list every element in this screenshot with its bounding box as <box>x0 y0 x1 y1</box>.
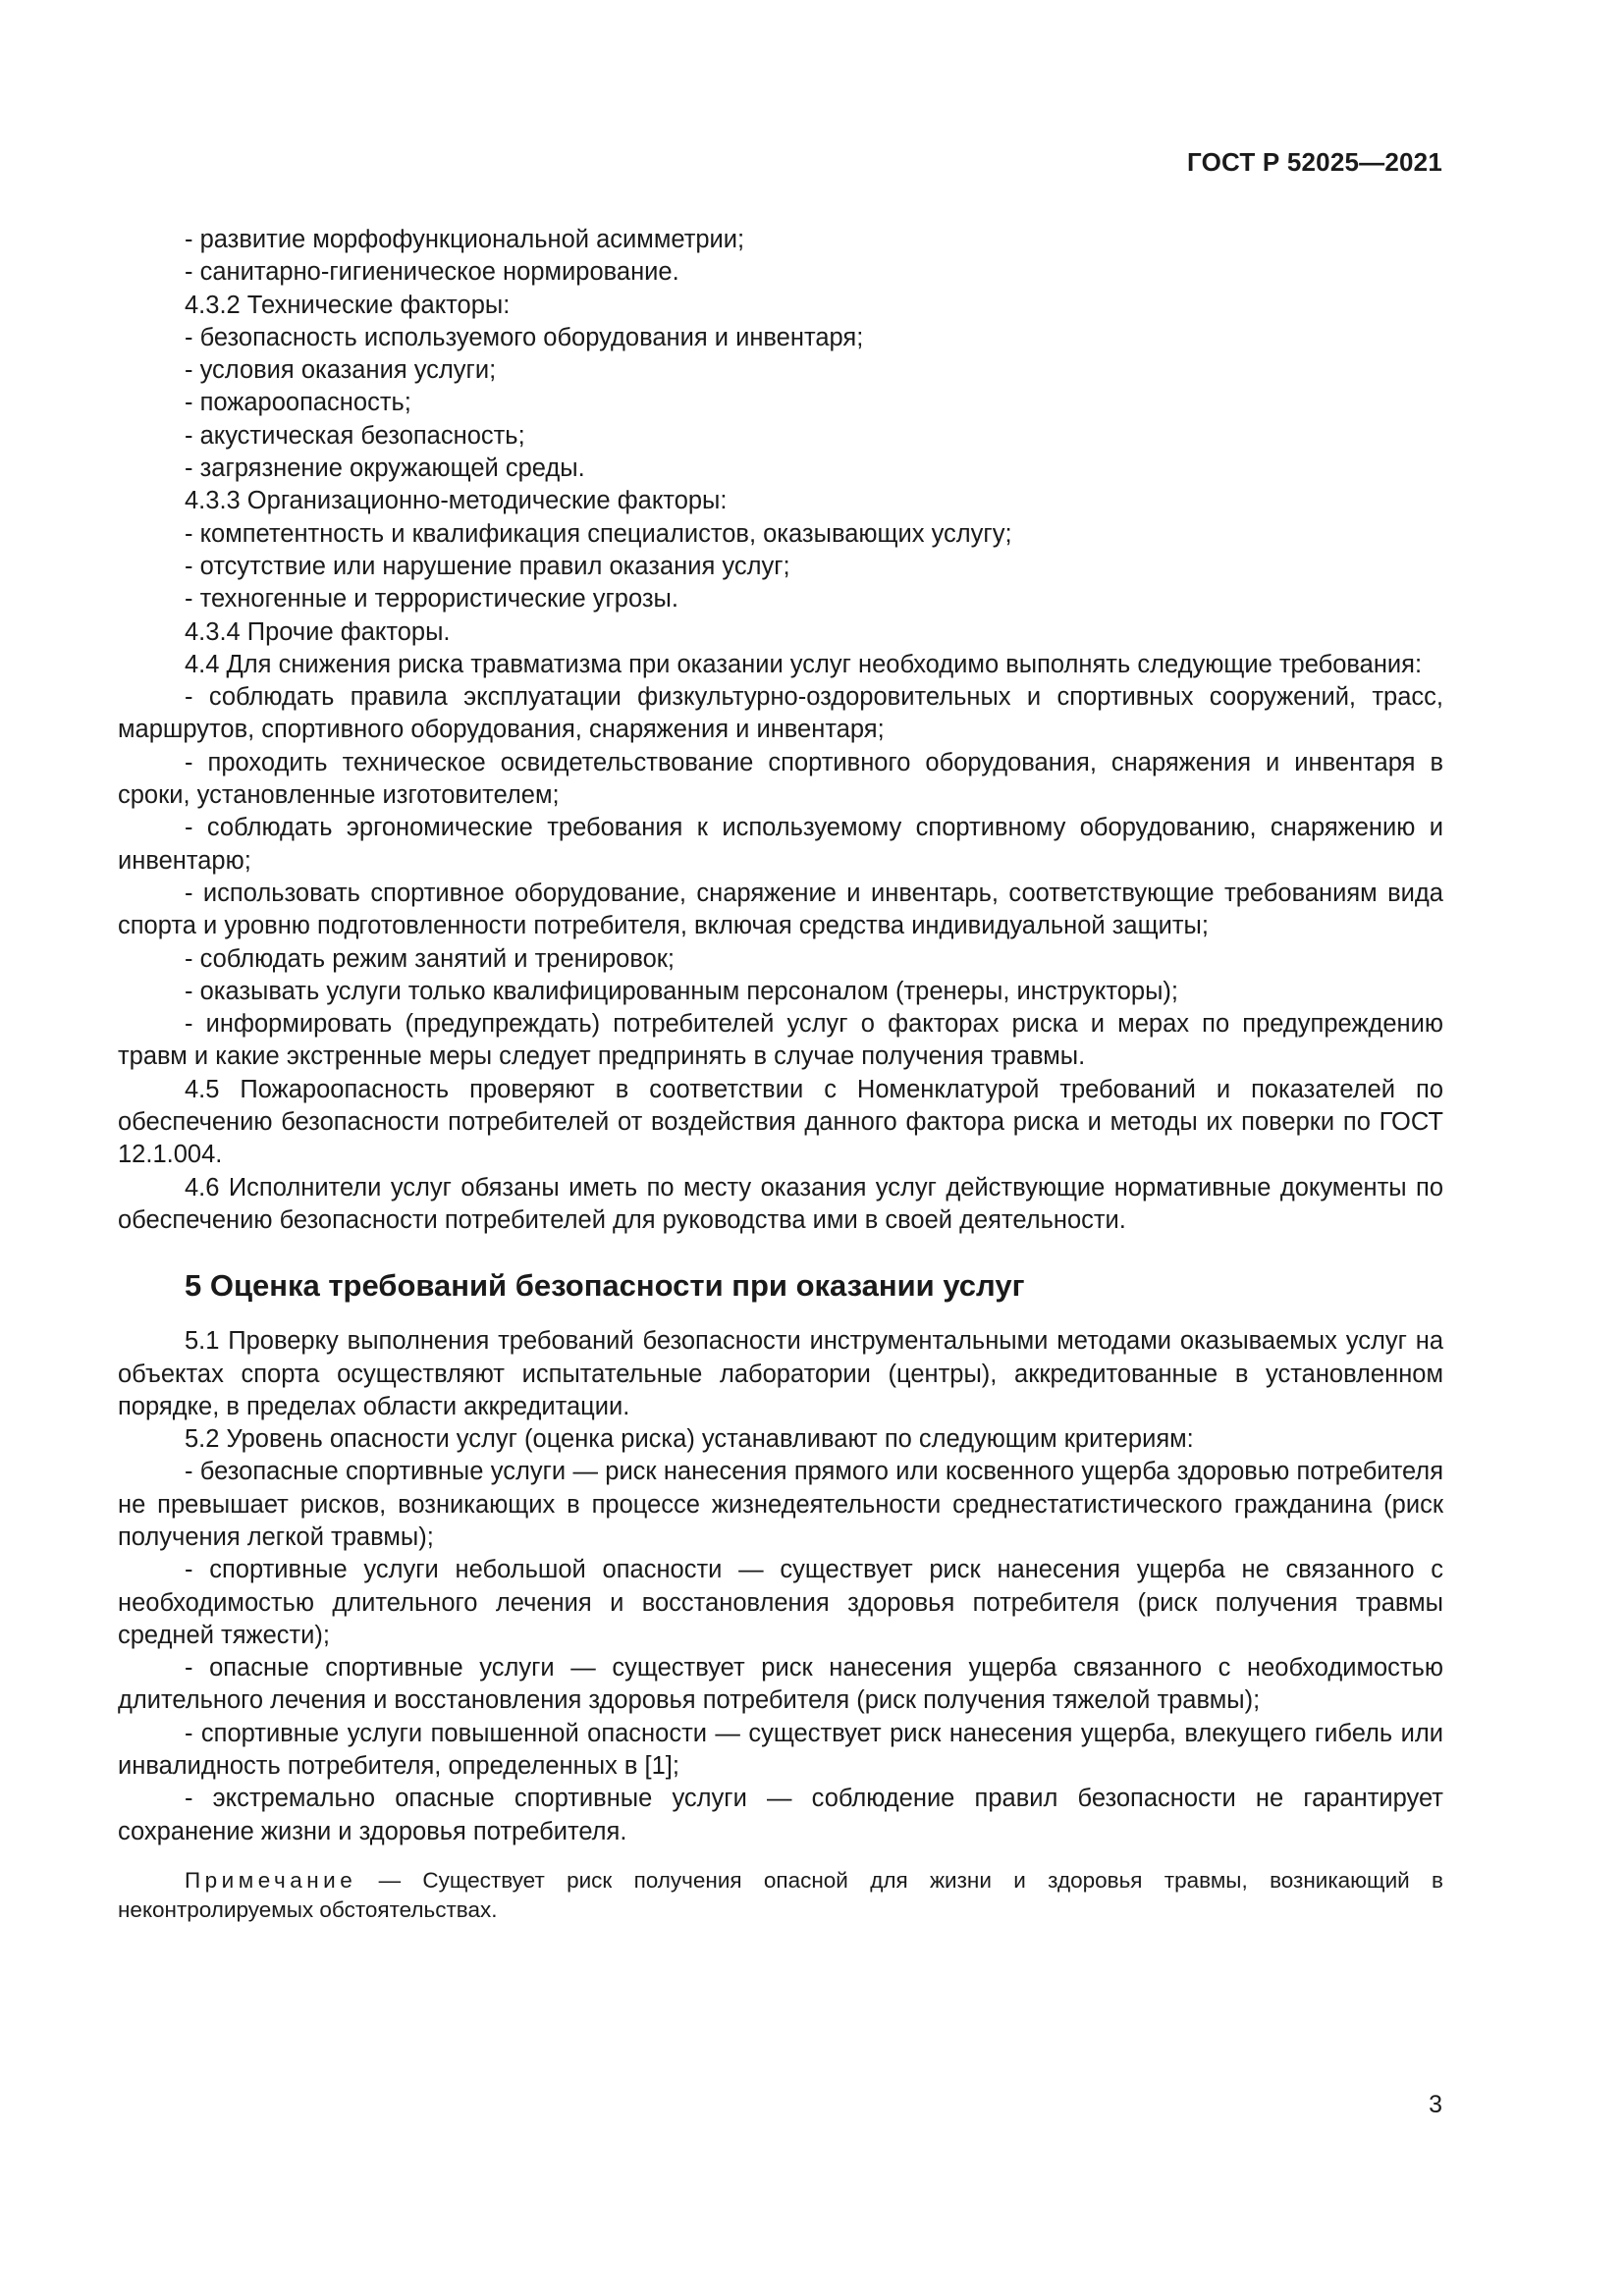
paragraph: 5.1 Проверку выполнения требований безопасности инструментальными методами оказываемых услуг на объектах спорта осуществляют испытательные лаборатории (центры), аккредитованные в установленном порядке, в пределах области аккредитации. <box>118 1327 1443 1420</box>
note-label: Примечание <box>185 1867 357 1893</box>
list-item: - санитарно-гигиеническое нормирование. <box>185 258 679 287</box>
list-item: - проходить техническое освидетельствование спортивного оборудования, снаряжения и инвентаря в сроки, установленные изготовителем; <box>118 748 1443 810</box>
note-text: — Существует риск получения опасной для жизни и здоровья травмы, возникающий в неконтролируемых обстоятельствах. <box>118 1867 1443 1922</box>
list-item: - акустическая безопасность; <box>185 421 525 450</box>
list-item: - опасные спортивные услуги — существует риск нанесения ущерба связанного с необходимостью длительного лечения и восстановления здоровья потребителя (риск получения тяжелой травмы); <box>118 1654 1443 1715</box>
list-item: - безопасность используемого оборудования и инвентаря; <box>185 323 864 351</box>
list-item: - спортивные услуги небольшой опасности — существует риск нанесения ущерба не связанного с необходимостью длительного лечения и восстановления здоровья потребителя (риск получения травмы средней тяжести); <box>118 1556 1443 1649</box>
list-item: - оказывать услуги только квалифицированным персоналом (тренеры, инструкторы); <box>185 977 1178 1005</box>
list-item: - отсутствие или нарушение правил оказания услуг; <box>185 552 790 580</box>
list-item: - пожароопасность; <box>185 389 411 417</box>
list-item: - использовать спортивное оборудование, снаряжение и инвентарь, соответствующие требованиям вида спорта и уровню подготовленности потребителя, включая средства индивидуальной защиты; <box>118 879 1443 940</box>
paragraph: 4.5 Пожароопасность проверяют в соответствии с Номенклатурой требований и показателей по обеспечению безопасности потребителей от воздействия данного фактора риска и методы их поверки по ГОСТ 12.1.004. <box>118 1075 1443 1169</box>
page-number: 3 <box>1429 2091 1442 2118</box>
list-item: - техногенные и террористические угрозы. <box>185 585 678 614</box>
list-item: - соблюдать эргономические требования к используемому спортивному оборудованию, снаряжению и инвентарю; <box>118 814 1443 875</box>
document-body <box>118 224 1443 1925</box>
subsection-heading: 4.3.2 Технические факторы: <box>185 291 511 319</box>
paragraph: 4.4 Для снижения риска травматизма при оказании услуг необходимо выполнять следующие требования: <box>185 650 1423 678</box>
list-item: - загрязнение окружающей среды. <box>185 454 585 483</box>
list-item: - соблюдать режим занятий и тренировок; <box>185 944 676 973</box>
note <box>118 1866 1443 1925</box>
list-item: - соблюдать правила эксплуатации физкультурно-оздоровительных и спортивных сооружений, трасс, маршрутов, спортивного оборудования, снаряжения и инвентаря; <box>118 683 1443 744</box>
list-item: - безопасные спортивные услуги — риск нанесения прямого или косвенного ущерба здоровью потребителя не превышает рисков, возникающих в процессе жизнедеятельности среднестатистического гражданина (риск получения легкой травмы); <box>118 1458 1443 1551</box>
list-item: - компетентность и квалификация специалистов, оказывающих услугу; <box>185 519 1012 548</box>
list-item: - условия оказания услуги; <box>185 356 497 385</box>
paragraph: 4.6 Исполнители услуг обязаны иметь по месту оказания услуг действующие нормативные документы по обеспечению безопасности потребителей для руководства ими в своей деятельности. <box>118 1173 1443 1234</box>
paragraph: 5.2 Уровень опасности услуг (оценка риска) устанавливают по следующим критериям: <box>185 1425 1194 1454</box>
list-item: - спортивные услуги повышенной опасности — существует риск нанесения ущерба, влекущего гибель или инвалидность потребителя, определенных в [1]; <box>118 1719 1443 1781</box>
list-item: - информировать (предупреждать) потребителей услуг о факторах риска и мерах по предупреждению травм и какие экстренные меры следует предпринять в случае получения травмы. <box>118 1010 1443 1071</box>
list-item: - экстремально опасные спортивные услуги — соблюдение правил безопасности не гарантирует сохранение жизни и здоровья потребителя. <box>118 1785 1443 1845</box>
section-title: 5 Оценка требований безопасности при оказании услуг <box>185 1268 1025 1304</box>
list-item: - развитие морфофункциональной асимметрии; <box>185 226 745 253</box>
document-code: ГОСТ Р 52025—2021 <box>1187 147 1442 177</box>
subsection-heading: 4.3.4 Прочие факторы. <box>185 617 451 646</box>
subsection-heading: 4.3.3 Организационно-методические факторы: <box>185 487 728 515</box>
